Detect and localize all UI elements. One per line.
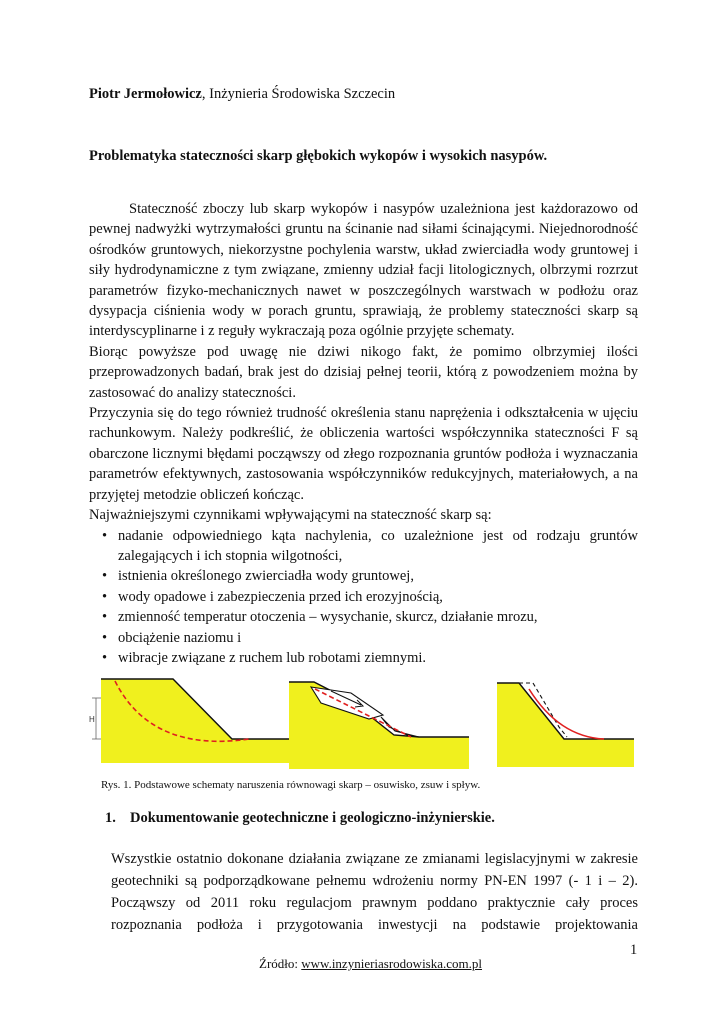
- source-label: Źródło:: [259, 956, 302, 971]
- list-item: • nadanie odpowiedniego kąta nachylenia, co uzależnione jest od rodzaju gruntów zalegających i ich stopnia wilgotności,: [89, 526, 638, 567]
- author-affiliation: , Inżynieria Środowiska Szczecin: [201, 86, 396, 102]
- list-item: • obciążenie naziomu i: [89, 628, 638, 648]
- soil-mass: [497, 683, 634, 767]
- slide-diagram: [289, 682, 469, 769]
- paragraph-4: Najważniejszymi czynnikami wpływającymi na stateczność skarp są:: [89, 507, 492, 524]
- body-text: [89, 199, 638, 668]
- page-number: 1: [630, 942, 638, 958]
- section-body: [111, 848, 638, 936]
- paragraph-2: Biorąc powyższe pod uwagę nie dziwi nikogo fakt, że pomimo olbrzymiej ilości przeprowadzonych badań, brak jest do dzisiaj pełnej teorii, którą z powodzeniem można by zastosować do analizy stateczności.: [89, 343, 638, 401]
- source-footer: [259, 956, 482, 972]
- list-item: • zmienność temperatur otoczenia – wysychanie, skurcz, działanie mrozu,: [89, 607, 638, 627]
- section-title: Dokumentowanie geotechniczne i geologiczno-inżynierskie.: [130, 810, 495, 826]
- source-link[interactable]: www.inzynieriasrodowiska.com.pl: [301, 956, 483, 971]
- slope-failure-figure: [89, 675, 639, 775]
- list-item: • wody opadowe i zabezpieczenia przed ich erozyjnością,: [89, 587, 638, 607]
- section-number: 1.: [105, 810, 116, 826]
- author-name: Piotr Jermołowicz: [89, 86, 202, 102]
- document-title: Problematyka stateczności skarp głębokich wykopów i wysokich nasypów.: [89, 148, 548, 164]
- landslide-diagram: [89, 679, 289, 763]
- flow-diagram: [497, 683, 634, 767]
- height-label: H: [89, 715, 95, 724]
- list-item: • istnienia określonego zwierciadła wody gruntowej,: [89, 566, 638, 586]
- section-heading: [105, 810, 495, 827]
- list-item: • wibracje związane z ruchem lub robotami ziemnymi.: [89, 648, 638, 668]
- figure-caption: Rys. 1. Podstawowe schematy naruszenia równowagi skarp – osuwisko, zsuw i spływ.: [101, 779, 481, 791]
- author-line: [89, 86, 395, 103]
- soil-mass: [101, 679, 289, 763]
- paragraph-3: Przyczynia się do tego również trudność określenia stanu naprężenia i odkształcenia w ujęciu rachunkowym. Należy podkreślić, że obliczenia wartości współczynnika stateczności F są obarczone licznymi błędami począwszy od złego rozpoznania gruntów podłoża i wyznaczania parametrów efektywnych, zastosowania współczynników redukcyjnych, materiałowych, a na przyjętej metodzie obliczeń kończąc.: [89, 405, 638, 503]
- paragraph-1: Stateczność zboczy lub skarp wykopów i nasypów uzależniona jest każdorazowo od pewnej nadwyżki wytrzymałości gruntu na ścinanie nad siłami ścinającymi. Niejednorodność ośrodków gruntowych, niekorzystne pochylenia warstw, układ zwierciadła wody gruntowej i siły hydrodynamiczne z tym związane, zmienny udział facji litologicznych, olbrzymi rozrzut parametrów fizyko-mechanicznych nawet w poszczególnych warstwach w podłożu oraz dysypacja ciśnienia wody w porach gruntu, sprawiają, że problemy stateczności skarp są interdyscyplinarne i z reguły wykraczają poza ogólnie przyjęte schematy.: [89, 201, 638, 340]
- section-paragraph: Wszystkie ostatnio dokonane działania związane ze zmianami legislacyjnymi w zakresie geotechniki są podporządkowane pełnemu wdrożeniu normy PN-EN 1997 (- 1 i – 2). Począwszy od 2011 roku regulacjom prawnym poddano praktycznie cały proces rozpoznania podłoża i przygotowania inwestycji na podstawie projektowania: [111, 851, 638, 933]
- factor-list: [89, 526, 638, 669]
